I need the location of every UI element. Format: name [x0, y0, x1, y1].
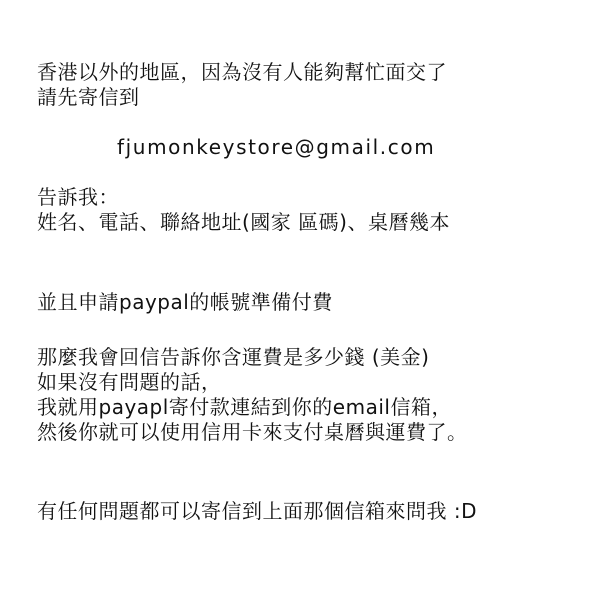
contact-email: fjumonkeystore@gmail.com: [117, 135, 436, 159]
intro-line-1: 香港以外的地區，因為沒有人能夠幫忙面交了: [37, 60, 447, 84]
paypal-request-line: 並且申請paypal的帳號準備付費: [37, 290, 333, 314]
closing-line: 有任何問題都可以寄信到上面那個信箱來問我 :D: [37, 499, 477, 523]
payment-step-4: 然後你就可以使用信用卡來支付桌曆與運費了。: [37, 420, 468, 444]
ordering-notice: [37, 60, 593, 524]
payment-step-1: 那麼我會回信告訴你含運費是多少錢 (美金): [37, 345, 430, 369]
intro-line-2: 請先寄信到: [37, 85, 140, 109]
required-info-line: 姓名、電話、聯絡地址(國家 區碼)、桌曆幾本: [37, 210, 450, 234]
payment-step-2: 如果沒有問題的話，: [37, 370, 222, 394]
payment-step-3: 我就用payapl寄付款連結到你的email信箱，: [37, 395, 452, 419]
tell-me-heading: 告訴我：: [37, 185, 119, 209]
